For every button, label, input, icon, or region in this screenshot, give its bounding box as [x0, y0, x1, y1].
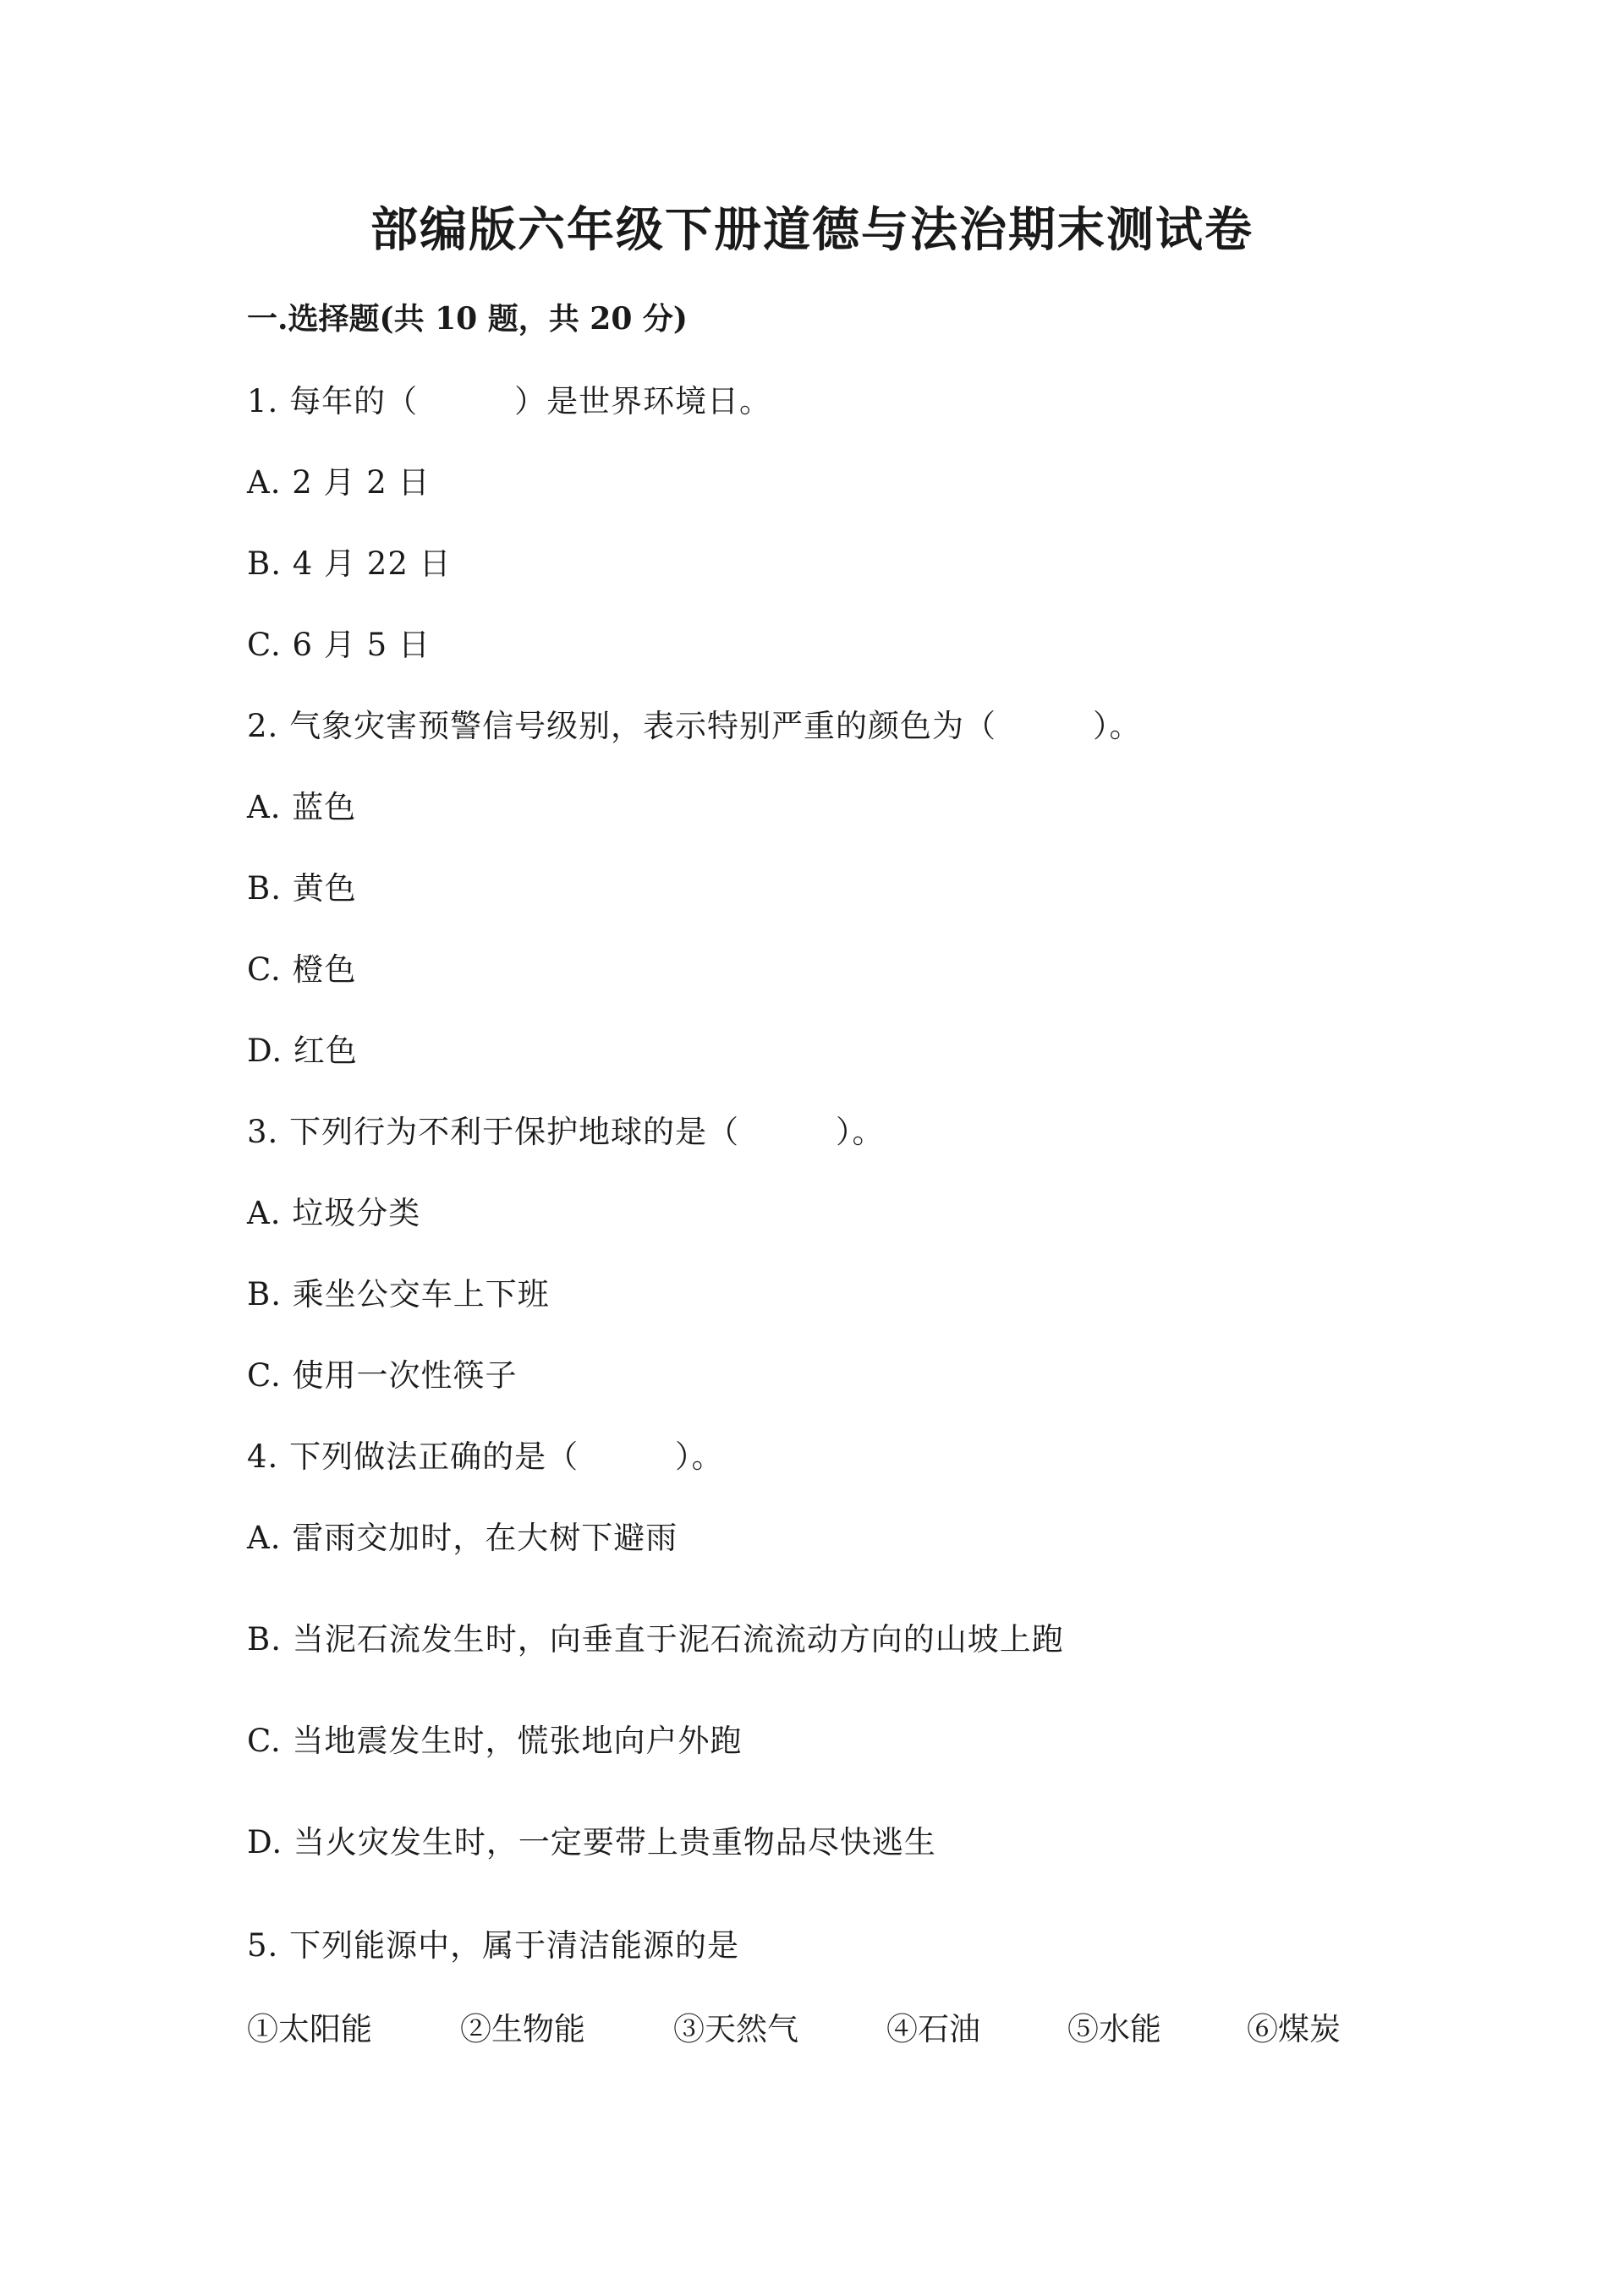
question-4-option-b: B. 当泥石流发生时，向垂直于泥石流流动方向的山坡上跑 — [247, 1621, 1064, 1658]
choice-biomass: ②生物能 — [460, 2011, 585, 2047]
question-5-stem: 5. 下列能源中，属于清洁能源的是 — [247, 1927, 740, 1964]
choice-natural-gas: ③天然气 — [673, 2011, 798, 2047]
section-heading: 一.选择题(共 10 题，共 20 分) — [247, 301, 688, 337]
question-2-option-c: C. 橙色 — [247, 951, 357, 988]
question-3-stem: 3. 下列行为不利于保护地球的是（ ）。 — [247, 1114, 885, 1150]
question-4-option-a: A. 雷雨交加时，在大树下避雨 — [247, 1520, 678, 1556]
question-2-option-d: D. 红色 — [247, 1033, 358, 1069]
choice-coal: ⑥煤炭 — [1247, 2011, 1341, 2047]
question-4-option-c: C. 当地震发生时，慌张地向户外跑 — [247, 1723, 743, 1759]
choice-petroleum: ④石油 — [886, 2011, 980, 2047]
choice-hydro: ⑤水能 — [1067, 2011, 1161, 2047]
question-4-option-d: D. 当火灾发生时，一定要带上贵重物品尽快逃生 — [247, 1824, 936, 1860]
question-1-option-c: C. 6 月 5 日 — [247, 627, 431, 663]
question-3-option-a: A. 垃圾分类 — [247, 1195, 421, 1231]
question-3-option-c: C. 使用一次性筷子 — [247, 1357, 518, 1394]
question-2-option-b: B. 黄色 — [247, 870, 357, 907]
question-3-option-b: B. 乘坐公交车上下班 — [247, 1276, 550, 1312]
question-1-option-b: B. 4 月 22 日 — [247, 545, 452, 582]
question-1-stem: 1. 每年的（ ）是世界环境日。 — [247, 383, 772, 419]
question-4-stem: 4. 下列做法正确的是（ ）。 — [247, 1438, 724, 1475]
choice-solar: ①太阳能 — [247, 2011, 372, 2047]
question-2-option-a: A. 蓝色 — [247, 789, 357, 825]
question-2-stem: 2. 气象灾害预警信号级别，表示特别严重的颜色为（ ）。 — [247, 708, 1142, 744]
page-title: 部编版六年级下册道德与法治期末测试卷 — [370, 202, 1254, 258]
question-1-option-a: A. 2 月 2 日 — [247, 464, 431, 501]
